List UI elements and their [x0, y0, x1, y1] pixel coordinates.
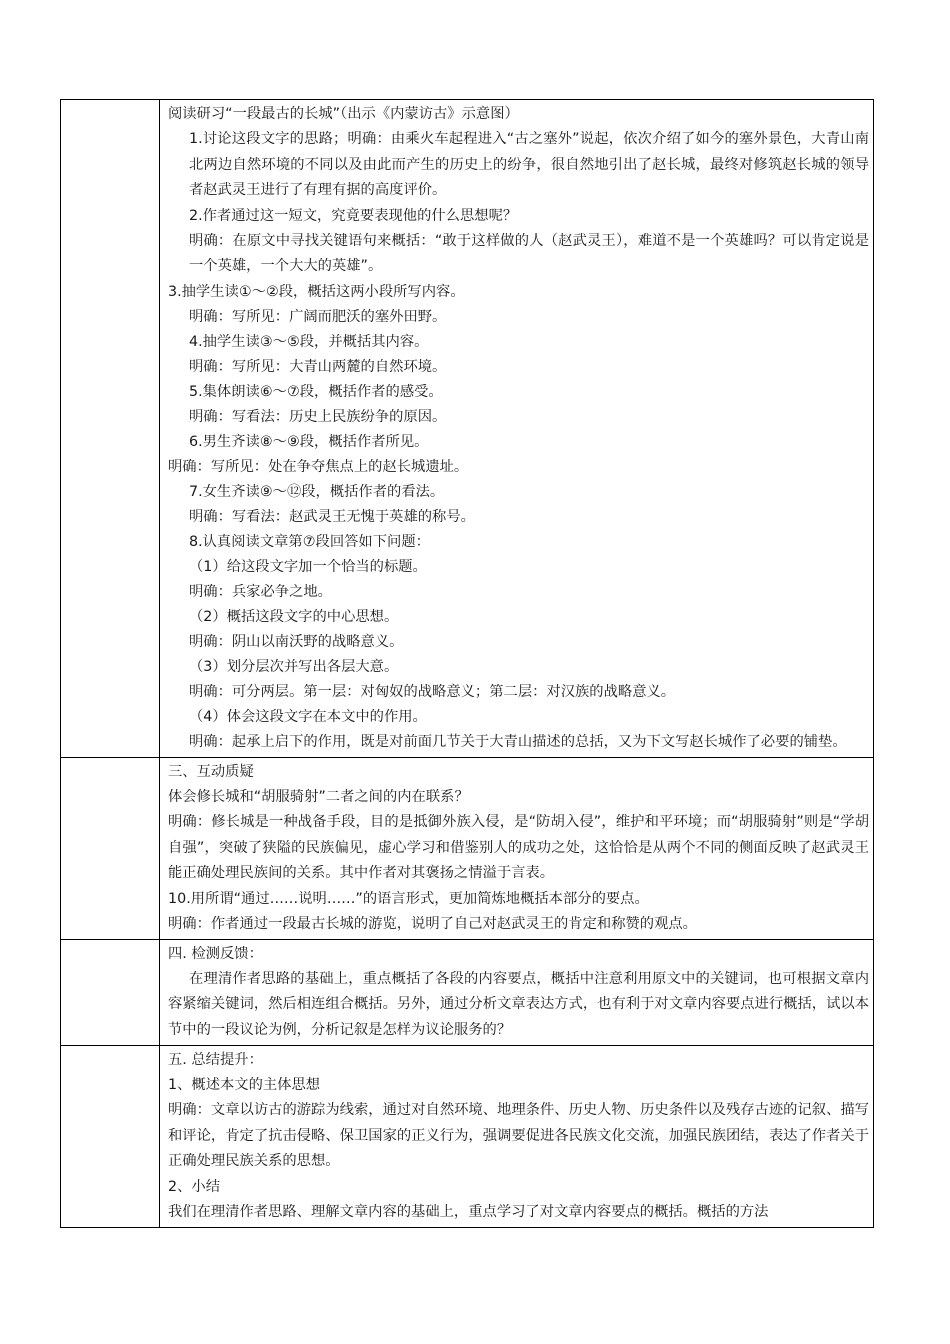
question-line: 4.抽学生读③～⑤段，并概括其内容。	[189, 333, 429, 350]
paragraph: 我们在理清作者思路、理解文章内容的基础上，重点学习了对文章内容要点的概括。概括的方法	[168, 1203, 769, 1220]
paragraph: 在理清作者思路的基础上，重点概括了各段的内容要点，概括中注意利用原文中的关键词，也可根据文章内容紧缩关键词，然后相连组合概括。另外，通过分析文章表达方式，也有利于对文章内容要点进行概括，试以本节中的一段议论为例，分析记叙是怎样为议论服务的？	[168, 970, 869, 1038]
subheading: 1、概述本文的主体思想	[168, 1077, 321, 1093]
feedback-cell	[160, 939, 874, 1046]
answer-line: 明确：写所见：广阔而肥沃的塞外田野。	[189, 308, 447, 325]
question-line: 2.作者通过这一短文，究竟要表现他的什么思想呢？	[189, 207, 518, 224]
answer-line: 明确：起承上启下的作用，既是对前面几节关于大青山描述的总括，又为下文写赵长城作了必要的铺垫。	[189, 733, 847, 750]
interactive-questioning-cell	[160, 758, 874, 940]
table-row	[61, 100, 874, 758]
sub-question-line: （4）体会这段文字在本文中的作用。	[189, 708, 427, 725]
answer-line: 明确：写所见：大青山两麓的自然环境。	[189, 358, 447, 375]
answer-paragraph: 明确：文章以访古的游踪为线索，通过对自然环境、地理条件、历史人物、历史条件以及残存古迹的记叙、描写和评论，肯定了抗击侵略、保卫国家的正义行为，强调要促进各民族文化交流，加强民族团结，表达了作者关于正确处理民族关系的思想。	[168, 1102, 869, 1169]
subheading: 2、小结	[168, 1178, 220, 1195]
table-row	[61, 939, 874, 1046]
question-line: 5.集体朗读⑥～⑦段，概括作者的感受。	[189, 383, 443, 400]
question-line: 体会修长城和“胡服骑射”二者之间的内在联系？	[168, 789, 469, 805]
answer-line: 明确：写看法：赵武灵王无愧于英雄的称号。	[189, 508, 475, 525]
answer-line: 明确：作者通过一段最古长城的游览，说明了自己对赵武灵王的肯定和称赞的观点。	[168, 915, 697, 932]
sub-question-line: （3）划分层次并写出各层大意。	[189, 658, 399, 675]
answer-line: 明确：兵家必争之地。	[189, 583, 332, 600]
question-line: 8.认真阅读文章第⑦段回答如下问题：	[189, 533, 430, 550]
left-column-cell	[61, 100, 160, 758]
section-heading: 四. 检测反馈：	[168, 945, 263, 962]
paragraph: 1.讨论这段文字的思路；明确：由乘火车起程进入“古之塞外”说起，依次介绍了如今的塞外景色，大青山南北两边自然环境的不同以及由此而产生的历史上的纷争，很自然地引出了赵长城，最终对修筑赵长城的领导者赵武灵王进行了有理有据的高度评价。	[189, 131, 869, 198]
answer-line: 明确：阴山以南沃野的战略意义。	[189, 633, 404, 650]
lesson-plan-table	[60, 99, 874, 1228]
sub-question-line: （2）概括这段文字的中心思想。	[189, 608, 399, 625]
question-line: 6.男生齐读⑧～⑨段，概括作者所见。	[189, 433, 429, 450]
section-heading: 五. 总结提升：	[168, 1052, 263, 1068]
section-heading: 三、互动质疑	[168, 764, 254, 780]
left-column-cell	[61, 758, 160, 940]
left-column-cell	[61, 939, 160, 1046]
section-heading: 阅读研习“一段最古的长城”（出示《内蒙访古》示意图）	[168, 106, 519, 122]
answer-line: 明确：写所见：处在争夺焦点上的赵长城遗址。	[168, 458, 469, 475]
answer-line: 明确：写看法：历史上民族纷争的原因。	[189, 408, 447, 425]
answer-paragraph: 明确：修长城是一种战备手段，目的是抵御外族入侵，是“防胡入侵”，维护和平环境；而“胡服骑射”则是“学胡自强”，突破了狭隘的民族偏见，虚心学习和借鉴别人的成功之处，这恰恰是从两个不同的侧面反映了赵武灵王能正确处理民族间的关系。其中作者对其褒扬之情溢于言表。	[168, 814, 869, 881]
answer-line: 明确：可分两层。第一层：对匈奴的战略意义；第二层：对汉族的战略意义。	[189, 683, 676, 700]
answer-line: 明确：在原文中寻找关键语句来概括：“敢于这样做的人（赵武灵王），难道不是一个英雄吗？可以肯定说是一个英雄，一个大大的英雄”。	[189, 232, 869, 274]
question-line: 10.用所谓“通过……说明……”的语言形式，更加简炼地概括本部分的要点。	[168, 890, 649, 907]
question-line: 3.抽学生读①～②段，概括这两小段所写内容。	[168, 283, 465, 300]
summary-cell	[160, 1046, 874, 1228]
question-line: 7.女生齐读⑨～⑫段，概括作者的看法。	[189, 483, 445, 500]
sub-question-line: （1）给这段文字加一个恰当的标题。	[189, 558, 427, 575]
left-column-cell	[61, 1046, 160, 1228]
table-row	[61, 758, 874, 940]
table-row	[61, 1046, 874, 1228]
reading-study-cell	[160, 100, 874, 758]
